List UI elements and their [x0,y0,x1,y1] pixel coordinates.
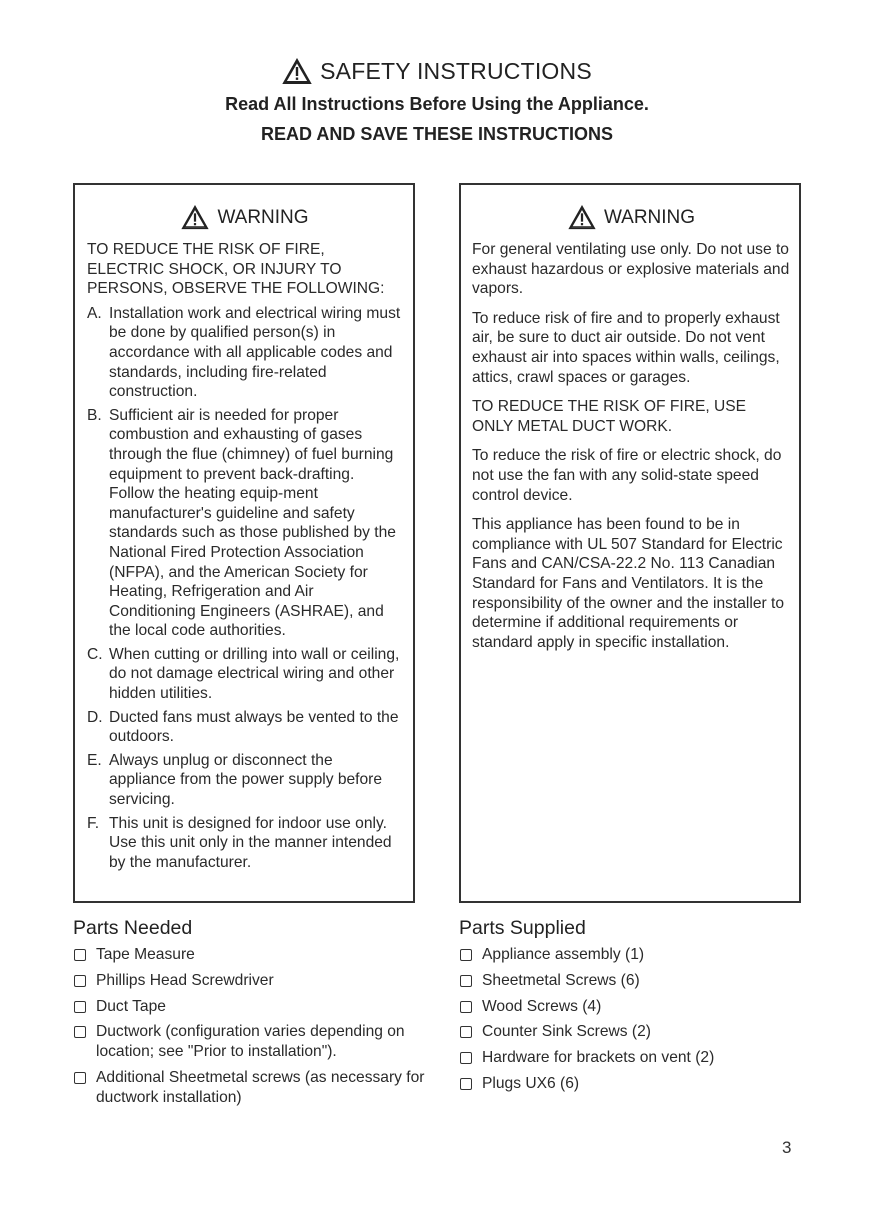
parts-item-text: Sheetmetal Screws (6) [482,971,640,989]
warning-box-left [73,183,415,903]
parts-item-text: Additional Sheetmetal screws (as necessary for ductwork installation) [96,1068,425,1106]
warning-list-item [87,751,403,810]
list-item-text: Always unplug or disconnect the appliance from the power supply before servicing. [109,751,383,809]
warning-list-item [87,406,403,641]
parts-item-text: Plugs UX6 (6) [482,1074,580,1092]
parts-item-text: Ductwork (configuration varies depending on location; see "Prior to installation"). [96,1023,405,1061]
checkbox-icon [460,1001,472,1013]
warning-paragraph: For general ventilating use only. Do not use to exhaust hazardous or explosive materials and vapors. [472,241,790,298]
warning-heading-text: WARNING [217,206,309,228]
warning-paragraph: This appliance has been found to be in compliance with UL 507 Standard for Electric Fans and CAN/CSA-22.2 No. 113 Canadian Standard for Fans and Ventilators. It is the responsibility of the owner and the installer to determine if additional requirements or standard apply in specific installation. [472,516,785,651]
parts-list-item [73,945,433,965]
parts-list-item [459,997,819,1017]
list-item-letter: D. [87,708,103,726]
parts-item-text: Counter Sink Screws (2) [482,1023,651,1041]
parts-item-text: Phillips Head Screwdriver [96,971,274,989]
warning-heading-right [472,205,791,230]
parts-list-item [459,1022,819,1042]
parts-list-item [459,1048,819,1068]
parts-supplied-list [459,945,819,1094]
parts-item-text: Appliance assembly (1) [482,946,645,963]
parts-list-item [459,1074,819,1094]
parts-item-text: Duct Tape [96,997,166,1015]
warning-list-item [87,708,403,747]
list-item-text: Installation work and electrical wiring must be done by qualified person(s) in accordance with all applicable codes and standards, including fire-related construction. [109,304,401,401]
parts-supplied-section [459,917,819,1100]
list-item-letter: C. [87,645,103,663]
page-title [0,58,874,85]
parts-list-item [73,1068,433,1108]
checkbox-icon [460,1026,472,1038]
list-item-text: Ducted fans must always be vented to the outdoors. [109,708,399,746]
parts-item-text: Hardware for brackets on vent (2) [482,1049,715,1067]
checkbox-icon [74,1026,86,1038]
warning-heading-text: WARNING [603,206,696,228]
checkbox-icon [460,949,472,961]
list-item-text: This unit is designed for indoor use only. Use this unit only in the manner intended by the manufacturer. [109,814,392,871]
warning-triangle-icon [568,205,596,230]
parts-item-text: Wood Screws (4) [482,997,602,1015]
parts-needed-title: Parts Needed [73,917,193,939]
parts-needed-section [73,917,433,1114]
list-item-text: When cutting or drilling into wall or ceiling, do not damage electrical wiring and other hidden utilities. [109,645,400,703]
page-subtitle: Read All Instructions Before Using the Appliance. [225,94,649,114]
checkbox-icon [74,1001,86,1013]
parts-item-text: Tape Measure [96,946,195,963]
page-header [0,58,874,145]
warning-list [87,304,403,873]
parts-list-item [459,945,819,965]
parts-list-item [73,971,433,991]
warning-paragraph: To reduce the risk of fire or electric shock, do not use the fan with any solid-state speed control device. [472,447,782,504]
checkbox-icon [74,949,86,961]
checkbox-icon [74,1072,86,1084]
list-item-letter: F. [87,814,100,832]
page-title-text: SAFETY INSTRUCTIONS [320,58,592,84]
list-item-letter: E. [87,751,102,769]
list-item-letter: A. [87,304,102,322]
warning-list-item [87,814,403,873]
checkbox-icon [74,975,86,987]
warning-box-right [459,183,801,903]
warning-heading-left [87,205,403,230]
page-subtitle-2: READ AND SAVE THESE INSTRUCTIONS [260,124,614,144]
warning-list-item [87,645,403,704]
list-item-text: Sufficient air is needed for proper combustion and exhausting of gases through the flue (chimney) of fuel burning equipment to prevent back-drafting. Follow the heating equip-ment manufacturer's guideline and safety standards such as those published by the National Fired Protection Association (NFPA), and the American Society for Heating, Refrigeration and Air Conditioning Engineers (ASHRAE), and the local code authorities. [109,406,396,640]
checkbox-icon [460,975,472,987]
parts-list-item [459,971,819,991]
parts-needed-list [73,945,433,1108]
parts-list-item [73,1022,433,1062]
warning-triangle-icon [282,58,312,85]
warning-paragraphs [472,240,791,652]
warning-triangle-icon [181,205,209,230]
checkbox-icon [460,1078,472,1090]
warning-list-item [87,304,403,402]
list-item-letter: B. [87,406,102,424]
parts-list-item [73,997,433,1017]
warning-paragraph: TO REDUCE THE RISK OF FIRE, USE ONLY METAL DUCT WORK. [472,398,747,435]
checkbox-icon [460,1052,472,1064]
warning-paragraph: To reduce risk of fire and to properly exhaust air, be sure to duct air outside. Do not vent exhaust air into spaces within walls, ceilings, attics, crawl spaces or garages. [472,309,780,386]
warning-intro: TO REDUCE THE RISK OF FIRE, ELECTRIC SHOCK, OR INJURY TO PERSONS, OBSERVE THE FOLLOWING: [87,241,385,298]
page-number: 3 [782,1138,792,1157]
parts-supplied-title: Parts Supplied [459,917,586,939]
